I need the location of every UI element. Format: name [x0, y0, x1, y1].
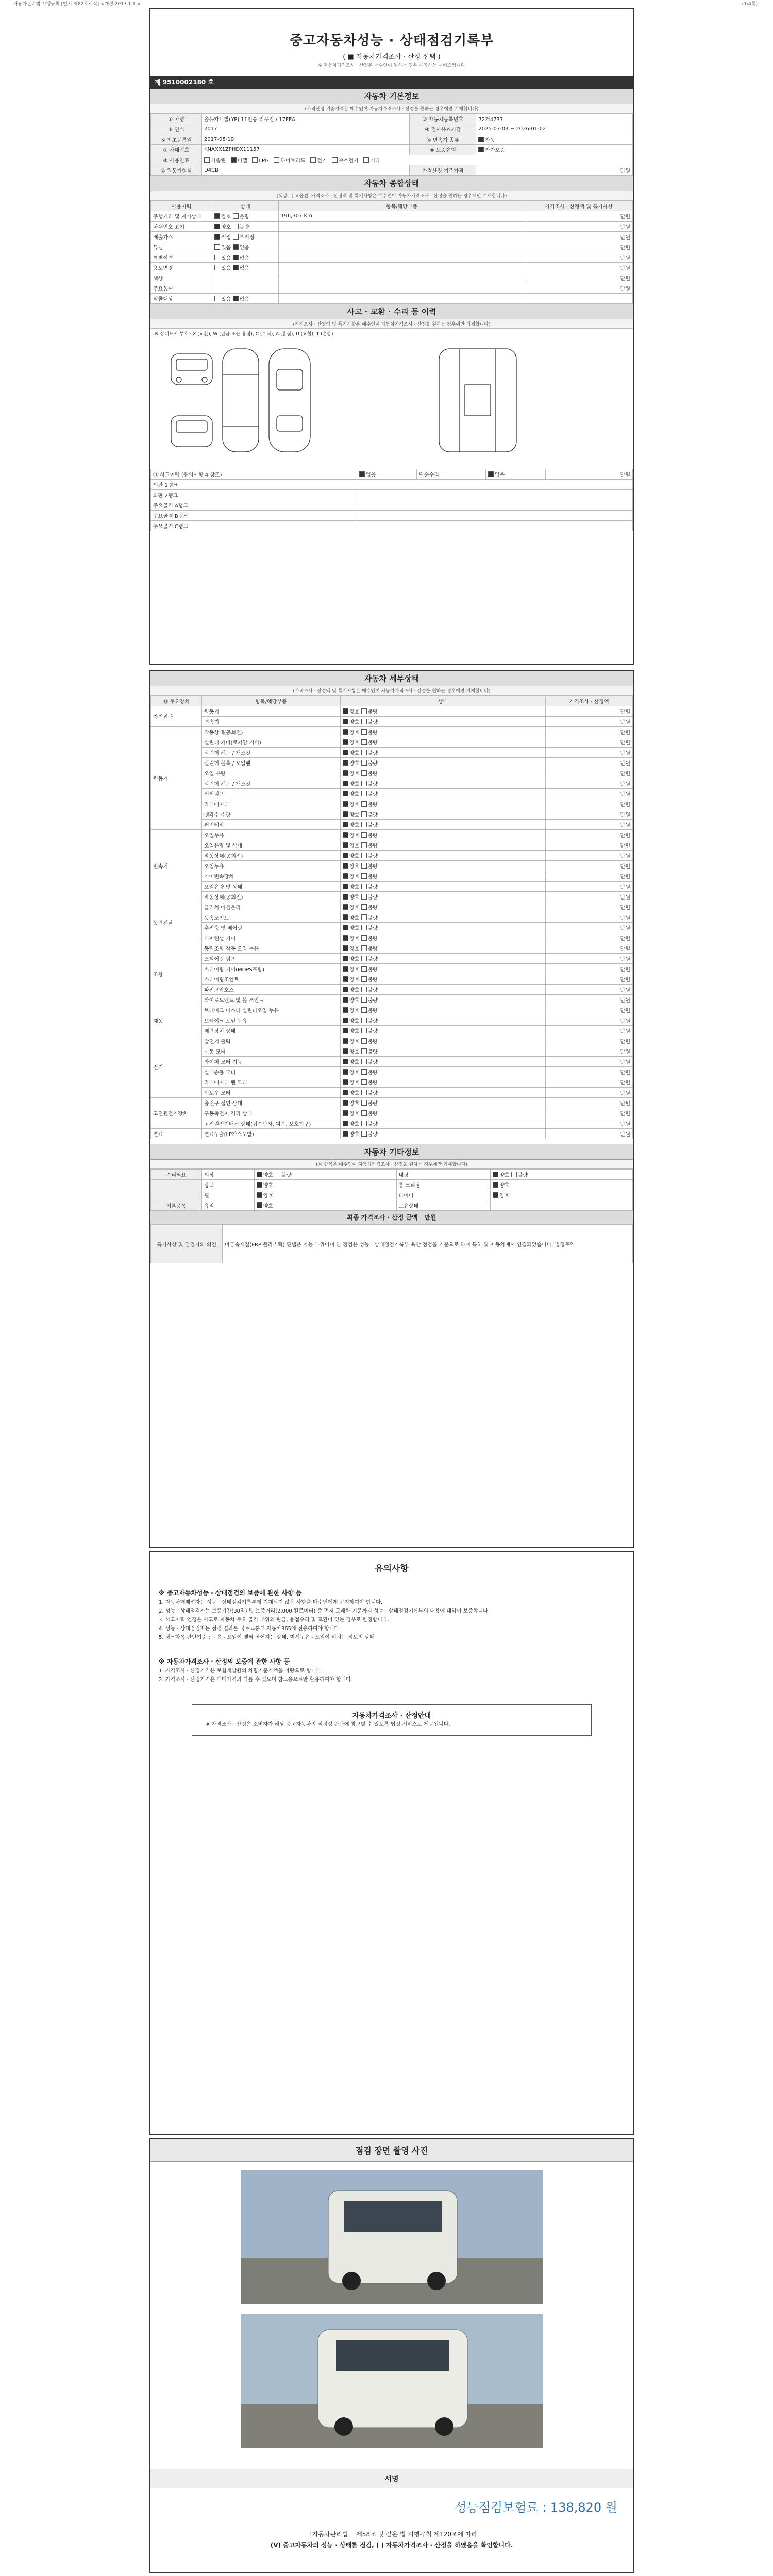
report-subtitle: ( ■ 자동차가격조사 · 산정 선택 ): [343, 53, 441, 61]
estimate-unit: 만원: [546, 778, 633, 789]
part-name: 동력조향 작동 오일 누유: [202, 943, 341, 954]
part-status: 양호 불량: [341, 809, 546, 820]
part-status: 양호 불량: [341, 995, 546, 1005]
warranty-label: ⑧ 보증유형: [410, 145, 476, 155]
row-color: 색상: [151, 273, 212, 283]
simple-repair-label: 단순수리: [417, 469, 486, 480]
tuning-state: 있음 없음: [212, 242, 279, 252]
part-name: 스티어링 기어(MDPS포함): [202, 964, 341, 974]
general-table: [150, 200, 633, 304]
notice-h1: ※ 중고자동차성능 · 상태점검의 보증에 관한 사항 등: [159, 1589, 302, 1597]
vin: KNAXX1ZPHDX11157: [202, 145, 410, 155]
part-name: 오일유량 및 상태: [202, 840, 341, 851]
part-status: 양호 불량: [341, 1108, 546, 1118]
page-4: [149, 2138, 634, 2573]
estimate-unit: 만원: [546, 1118, 633, 1129]
warranty-value: 자가보증: [476, 145, 633, 155]
photos-title: 점검 장면 촬영 사진: [150, 2139, 633, 2162]
engine: D4CB: [202, 165, 410, 176]
part-status: 양호 불량: [341, 964, 546, 974]
device-group: 자기진단: [151, 706, 202, 727]
car-front-view-icon: [171, 354, 212, 385]
row-special: 특별이력: [151, 252, 212, 263]
special-state: 있음 없음: [212, 252, 279, 263]
part-status: 양호 불량: [341, 706, 546, 717]
part-name: 디퍼렌셜 기어: [202, 933, 341, 943]
estimate-unit: 만원: [546, 851, 633, 861]
accident-table: [150, 469, 633, 531]
estimate-unit: 만원: [546, 748, 633, 758]
part-status: 양호 불량: [341, 727, 546, 737]
exterior: 외장: [202, 1170, 255, 1180]
part-name: 실린더 헤드 / 개스킷: [202, 778, 341, 789]
estimate-unit: 만원: [546, 861, 633, 871]
fuel-label: ⑨ 사용연료: [151, 155, 202, 165]
basic-info-note: (가격산정 기준가격은 매수인이 자동차가격조사 · 산정을 원하는 경우에만 기재합니다): [150, 104, 633, 113]
estimate-unit: 만원: [546, 1129, 633, 1139]
sign-line-2: (V) 중고자동차의 성능 · 상태를 점검, ( ) 자동차가격조사 · 산정을 하였음을 확인합니다.: [270, 2541, 513, 2549]
row-options: 주요옵션: [151, 283, 212, 294]
part-status: 양호 불량: [341, 789, 546, 799]
trans-label: ⑥ 변속기 종류: [410, 134, 476, 145]
device-group: 조향: [151, 943, 202, 1005]
part-status: 양호 불량: [341, 1005, 546, 1015]
part-status: 양호 불량: [341, 778, 546, 789]
part-name: 배력장치 상태: [202, 1026, 341, 1036]
row-emission: 배출가스: [151, 232, 212, 242]
sign-line-1: 「자동차관리법」 제58조 및 같은 법 시행규칙 제120조에 따라: [306, 2531, 478, 2538]
estimate-unit: 만원: [546, 1036, 633, 1046]
part-name: 등속조인트: [202, 912, 341, 923]
estimate-unit: 만원: [546, 882, 633, 892]
part-status: 양호 불량: [341, 892, 546, 902]
col-history: 사용이력: [151, 201, 212, 211]
part-status: 양호 불량: [341, 851, 546, 861]
year-label: ③ 연식: [151, 124, 202, 134]
interior: 내장: [396, 1170, 490, 1180]
row-mileage: 주행거리 및 계기상태: [151, 211, 212, 222]
col-price: 가격조사 · 산정액 및 특기사항: [525, 201, 633, 211]
other-table: 수리필요 외장 양호 불량 내장 양호 불량 광택 양호 룸 크리닝 양호 휠 양호 타이어 양호 기본품목 유리 양호 보유상태: [150, 1169, 633, 1211]
part-status: 양호 불량: [341, 799, 546, 809]
gloss: 광택: [202, 1180, 255, 1190]
estimate-unit: 만원: [546, 758, 633, 768]
year: 2017: [202, 124, 410, 134]
device-group: 동력전달: [151, 902, 202, 943]
car-frame-diagram-icon: [439, 349, 516, 452]
tire: 타이어: [396, 1190, 490, 1200]
device-group: 제동: [151, 1005, 202, 1036]
part-name: 스티어링조인트: [202, 974, 341, 985]
special-text: 비금속재질(FRP 플라스틱) 판넬은 가능 부위이며 본 점검은 성능 · 상태점검기록부 육안 점검을 기준으로 하며 특히 및 자동차에서 연결되었습니다. 법정무역: [223, 1225, 633, 1263]
part-name: 브레이크 마스터 실린더오일 누유: [202, 1005, 341, 1015]
detail-title: 자동차 세부상태: [150, 671, 633, 686]
col-state: 상태: [212, 201, 279, 211]
part-status: 양호 불량: [341, 820, 546, 830]
notice-item: 2. 성능 · 상태점검자는 보증기간(30일) 및 보증거리(2,000 킬로미터) 중 먼저 도래한 기준까지 성능 · 상태점검기록부의 내용에 대하여 보증합니다.: [159, 1608, 490, 1614]
inspect-period: 2025-07-03 ~ 2026-01-02: [476, 124, 633, 134]
notice-h2: ※ 자동차가격조사 · 산정의 보증에 관한 사항 등: [159, 1658, 290, 1665]
page-3: [149, 1551, 634, 2135]
row-tuning: 튜닝: [151, 242, 212, 252]
estimate-unit: 만원: [546, 954, 633, 964]
vin-state: 양호 불량: [212, 222, 279, 232]
estimate-unit: 만원: [546, 727, 633, 737]
part-status: 양호 불량: [341, 861, 546, 871]
device-group: 원동기: [151, 727, 202, 830]
car-diagram: [150, 338, 630, 467]
room-cleaning: 룸 크리닝: [396, 1180, 490, 1190]
detail-note: (가격조사 · 산정액 및 특기사항은 매수인이 자동차가격조사 · 산정을 원하는 경우에만 기재합니다): [150, 686, 633, 696]
part-status: 양호 불량: [341, 717, 546, 727]
mileage-state: 양호 불량: [212, 211, 279, 222]
device-group: 전기: [151, 1036, 202, 1098]
part-name: 구동축전지 격리 상태: [202, 1108, 341, 1118]
part-name: 작동상태(공회전): [202, 851, 341, 861]
part-name: 윈도우 모터: [202, 1088, 341, 1098]
part-name: 추진축 및 베어링: [202, 923, 341, 933]
car-rear-view-icon: [171, 416, 212, 447]
accident-history-label: ⑪ 사고이력 (유의사항 4 참조): [151, 469, 357, 480]
part-name: 시동 모터: [202, 1046, 341, 1057]
part-status: 양호 불량: [341, 902, 546, 912]
part-name: 실린더 블록 / 오일팬: [202, 758, 341, 768]
fuel-options: 가솔린 디젤 LPG 하이브리드 전기 수소전기 기타: [202, 155, 633, 165]
other-note: (⑭ 항목은 매수인이 자동차가격조사 · 산정을 원하는 경우에만 기재합니다): [150, 1160, 633, 1169]
special-table: [150, 1224, 633, 1263]
notice-item: 1. 자동차매매업자는 성능 · 상태점검기록부에 기재되지 않은 사항을 매수인에게 고지하여야 합니다.: [159, 1600, 383, 1605]
estimate-unit: 만원: [546, 789, 633, 799]
part-name: 브레이크 오일 누유: [202, 1015, 341, 1026]
price-unit: 만원: [476, 165, 633, 176]
car-side-left-icon: [223, 349, 259, 452]
engine-label: ⑩ 원동기형식: [151, 165, 202, 176]
notice-item: 3. 사고이력 인정은 사고로 자동차 주요 골격 부위의 판금, 용접수리 및 교환이 있는 경우로 한정합니다.: [159, 1617, 389, 1623]
estimate-unit: 만원: [546, 706, 633, 717]
front-photo: [241, 2170, 543, 2304]
report-note: ※ 자동차가격조사 · 산정은 매수인이 원하는 경우 제공하는 서비스입니다: [318, 63, 465, 69]
estimate-unit: 만원: [546, 840, 633, 851]
estimate-unit: 만원: [546, 1067, 633, 1077]
part-name: 오일누유: [202, 830, 341, 840]
estimate-unit: 만원: [546, 995, 633, 1005]
part-status: 양호 불량: [341, 882, 546, 892]
estimate-unit: 만원: [546, 830, 633, 840]
basic-info-title: 자동차 기본정보: [150, 89, 633, 104]
part-name: 냉각수 수량: [202, 809, 341, 820]
part-status: 양호 불량: [341, 1118, 546, 1129]
first-reg: 2017-05-19: [202, 134, 410, 145]
part-status: 양호 불량: [341, 1036, 546, 1046]
rank-1: 외판 1랭크: [151, 480, 357, 490]
estimate-unit: 만원: [546, 820, 633, 830]
inspect-label: ④ 검사유효기간: [410, 124, 476, 134]
estimate-unit: 만원: [546, 799, 633, 809]
page-2: [149, 670, 634, 1548]
notice-item: 2. 가격조사 · 산정가격은 매매가격과 다를 수 있으며 참고용으로만 활용하여야 합니다.: [159, 1677, 353, 1683]
col-part: 항목/해당부품: [202, 696, 341, 706]
part-status: 양호 불량: [341, 1129, 546, 1139]
part-name: 라디에이터 팬 모터: [202, 1077, 341, 1088]
part-name: 기어변속장치: [202, 871, 341, 882]
accident-note: (가격조사 · 산정액 및 특기사항은 매수인이 자동차가격조사 · 산정을 원하는 경우에만 기재합니다): [150, 319, 633, 329]
reg-label: ② 자동차등록번호: [410, 114, 476, 124]
rank-b: 주요골격 B랭크: [151, 511, 357, 521]
part-status: 양호 불량: [341, 1077, 546, 1088]
estimate-unit: 만원: [546, 912, 633, 923]
part-name: 고전원전기배선 상태(접속단자, 피복, 보호기구): [202, 1118, 341, 1129]
simple-repair-value: 없음: [485, 469, 545, 480]
part-status: 양호 불량: [341, 830, 546, 840]
notice-item: 4. 성능 · 상태점검자는 점검 결과를 국토교통부 자동차365에 전송하여야 합니다.: [159, 1626, 341, 1632]
part-name: 타이로드엔드 및 볼 조인트: [202, 995, 341, 1005]
first-reg-label: ⑤ 최초등록일: [151, 134, 202, 145]
reg-no: 72거4737: [476, 114, 633, 124]
accident-history-value: 없음: [357, 469, 417, 480]
accident-unit: 만원: [546, 469, 633, 480]
notice-item: 5. 체크항목 판단기준 : 누유 - 오일이 맺혀 떨어지는 상태, 미세누유 - 오일이 비치는 정도의 상태: [159, 1635, 375, 1640]
estimate-unit: 만원: [546, 768, 633, 778]
part-name: 오일 유량: [202, 768, 341, 778]
estimate-unit: 만원: [546, 717, 633, 727]
part-name: 클러치 어셈블리: [202, 902, 341, 912]
estimate-unit: 만원: [546, 892, 633, 902]
estimate-unit: 만원: [546, 1098, 633, 1108]
part-status: 양호 불량: [341, 737, 546, 748]
part-name: 충전구 절연 상태: [202, 1098, 341, 1108]
price-label: 가격산정 기준가격: [410, 165, 476, 176]
part-status: 양호 불량: [341, 1088, 546, 1098]
unit: 만원: [525, 252, 633, 263]
special-label: 특기사항 및 점검자의 의견: [151, 1225, 223, 1263]
col-estimate: 가격조사 · 산정액: [546, 696, 633, 706]
part-name: 작동상태(공회전): [202, 892, 341, 902]
part-name: 실내송풍 모터: [202, 1067, 341, 1077]
unit: 만원: [525, 242, 633, 252]
price-guide-box: [192, 1704, 592, 1736]
part-status: 양호 불량: [341, 748, 546, 758]
estimate-unit: 만원: [546, 1046, 633, 1057]
col-item: 항목/해당부품: [279, 201, 525, 211]
form-reference: 자동차관리법 시행규칙 [별지 제82호서식] <개정 2017.1.1.>: [13, 2, 141, 7]
car-top-view-icon: [269, 349, 310, 452]
report-title: 중고자동차성능 · 상태점검기록부: [289, 33, 494, 48]
part-status: 양호 불량: [341, 871, 546, 882]
estimate-unit: 만원: [546, 902, 633, 912]
basic-info-table: [150, 113, 633, 176]
price-guide-title: 자동차가격조사 · 산정안내: [352, 1712, 431, 1720]
part-name: 작동상태(공회전): [202, 727, 341, 737]
part-status: 양호 불량: [341, 1057, 546, 1067]
basic-items-label: 기본품목: [151, 1200, 202, 1211]
part-status: 양호 불량: [341, 1046, 546, 1057]
part-status: 양호 불량: [341, 1015, 546, 1026]
notice-title: 유의사항: [150, 1552, 633, 1583]
top-bar: [0, 0, 773, 7]
part-name: 라디에이터: [202, 799, 341, 809]
repair-need-label: 수리필요: [151, 1170, 202, 1180]
estimate-unit: 만원: [546, 923, 633, 933]
part-name: 파워고압호스: [202, 985, 341, 995]
part-status: 양호 불량: [341, 912, 546, 923]
rank-2: 외판 2랭크: [151, 490, 357, 500]
part-name: 오일유량 및 상태: [202, 882, 341, 892]
part-name: 스티어링 펌프: [202, 954, 341, 964]
page-1: [149, 8, 634, 665]
estimate-unit: 만원: [546, 1026, 633, 1036]
car-name: 올뉴카니발(YP) 11인승 리무진 / 17FEA: [202, 114, 410, 124]
usage-state: 있음 없음: [212, 263, 279, 273]
price-guide-text: ※ 가격조사 · 산정은 소비자가 해당 중고자동차의 적정성 판단에 참고할 수 있도록 법정 서비스로 제공됩니다.: [206, 1722, 450, 1727]
part-status: 양호 불량: [341, 943, 546, 954]
part-status: 양호 불량: [341, 1098, 546, 1108]
part-status: 양호 불량: [341, 768, 546, 778]
part-name: 와이퍼 모터 기능: [202, 1057, 341, 1067]
estimate-unit: 만원: [546, 1108, 633, 1118]
report-header: [150, 9, 633, 69]
device-group: 변속기: [151, 830, 202, 902]
wheel: 휠: [202, 1190, 255, 1200]
part-status: 양호 불량: [341, 985, 546, 995]
part-name: 연료누출(LP가스포함): [202, 1129, 341, 1139]
row-recall: 리콜대상: [151, 294, 212, 304]
rear-photo: [241, 2314, 543, 2448]
row-vin: 차대번호 표기: [151, 222, 212, 232]
general-title: 자동차 종합상태: [150, 176, 633, 191]
unit: 만원: [525, 222, 633, 232]
glass: 유리: [202, 1200, 255, 1211]
estimate-unit: 만원: [546, 871, 633, 882]
detail-table: [150, 696, 633, 1139]
part-name: 워터펌프: [202, 789, 341, 799]
unit: 만원: [525, 283, 633, 294]
estimate-unit: 만원: [546, 1077, 633, 1088]
inspection-fee: 성능점검보험료 : 138,820 원: [455, 2500, 617, 2515]
part-status: 양호 불량: [341, 933, 546, 943]
part-name: 변속기: [202, 717, 341, 727]
part-status: 양호 불량: [341, 1067, 546, 1077]
device-group: 연료: [151, 1129, 202, 1139]
row-usage: 용도변경: [151, 263, 212, 273]
general-note: (색상, 주요옵션, 가격조사 · 산정액 및 특기사항은 매수인이 자동차가격조사 · 산정을 원하는 경우에만 기재합니다): [150, 191, 633, 200]
part-name: 커먼레일: [202, 820, 341, 830]
car-name-label: ① 차명: [151, 114, 202, 124]
estimate-unit: 만원: [546, 1057, 633, 1067]
part-status: 양호 불량: [341, 758, 546, 768]
part-status: 양호 불량: [341, 974, 546, 985]
part-status: 양호 불량: [341, 923, 546, 933]
col-device: ⑬ 주요장치: [151, 696, 202, 706]
part-name: 원동기: [202, 706, 341, 717]
mileage-value: 196,307 Km: [279, 211, 525, 222]
part-name: 발전기 출력: [202, 1036, 341, 1046]
rank-c: 주요골격 C랭크: [151, 521, 357, 531]
notice-item: 1. 가격조사 · 산정가격은 보험개발원의 차량기준가액을 바탕으로 합니다.: [159, 1668, 323, 1674]
estimate-unit: 만원: [546, 809, 633, 820]
accident-legend: ※ 상태표시 부호 : X (교환), W (판금 또는 용접), C (부식), A (흠집), U (요철), T (손상): [155, 332, 333, 337]
estimate-unit: 만원: [546, 985, 633, 995]
part-name: 실린더 커버(로커암 커버): [202, 737, 341, 748]
unit: 만원: [525, 273, 633, 283]
document-number: 제 9510002180 호: [150, 76, 633, 89]
estimate-unit: 만원: [546, 964, 633, 974]
estimate-unit: 만원: [546, 974, 633, 985]
estimate-unit: 만원: [546, 737, 633, 748]
part-status: 양호 불량: [341, 1026, 546, 1036]
possession-label: 보유상태: [396, 1200, 490, 1211]
estimate-unit: 만원: [546, 933, 633, 943]
part-name: 실린더 헤드 / 개스킷: [202, 748, 341, 758]
col-status: 상태: [341, 696, 546, 706]
unit: 만원: [525, 211, 633, 222]
vin-label: ⑦ 차대번호: [151, 145, 202, 155]
trans-value: 자동: [476, 134, 633, 145]
part-name: 오일누유: [202, 861, 341, 871]
unit: 만원: [525, 232, 633, 242]
sign-title: 서명: [150, 2469, 633, 2488]
emission-state: 적정 부적정: [212, 232, 279, 242]
other-title: 자동차 기타정보: [150, 1144, 633, 1160]
estimate-unit: 만원: [546, 943, 633, 954]
part-status: 양호 불량: [341, 840, 546, 851]
sign-area: [150, 2469, 633, 2549]
page-indicator: (1/4쪽): [742, 2, 758, 7]
total-row: 최종 가격조사 · 산정 금액 만원: [150, 1211, 633, 1224]
recall-state: 있음 없음: [212, 294, 279, 304]
accident-title: 사고 · 교환 · 수리 등 이력: [150, 304, 633, 319]
part-status: 양호 불량: [341, 954, 546, 964]
estimate-unit: 만원: [546, 1005, 633, 1015]
device-group: 고전원전기장치: [151, 1098, 202, 1129]
rank-a: 주요골격 A랭크: [151, 500, 357, 511]
estimate-unit: 만원: [546, 1088, 633, 1098]
estimate-unit: 만원: [546, 1015, 633, 1026]
unit: 만원: [525, 263, 633, 273]
